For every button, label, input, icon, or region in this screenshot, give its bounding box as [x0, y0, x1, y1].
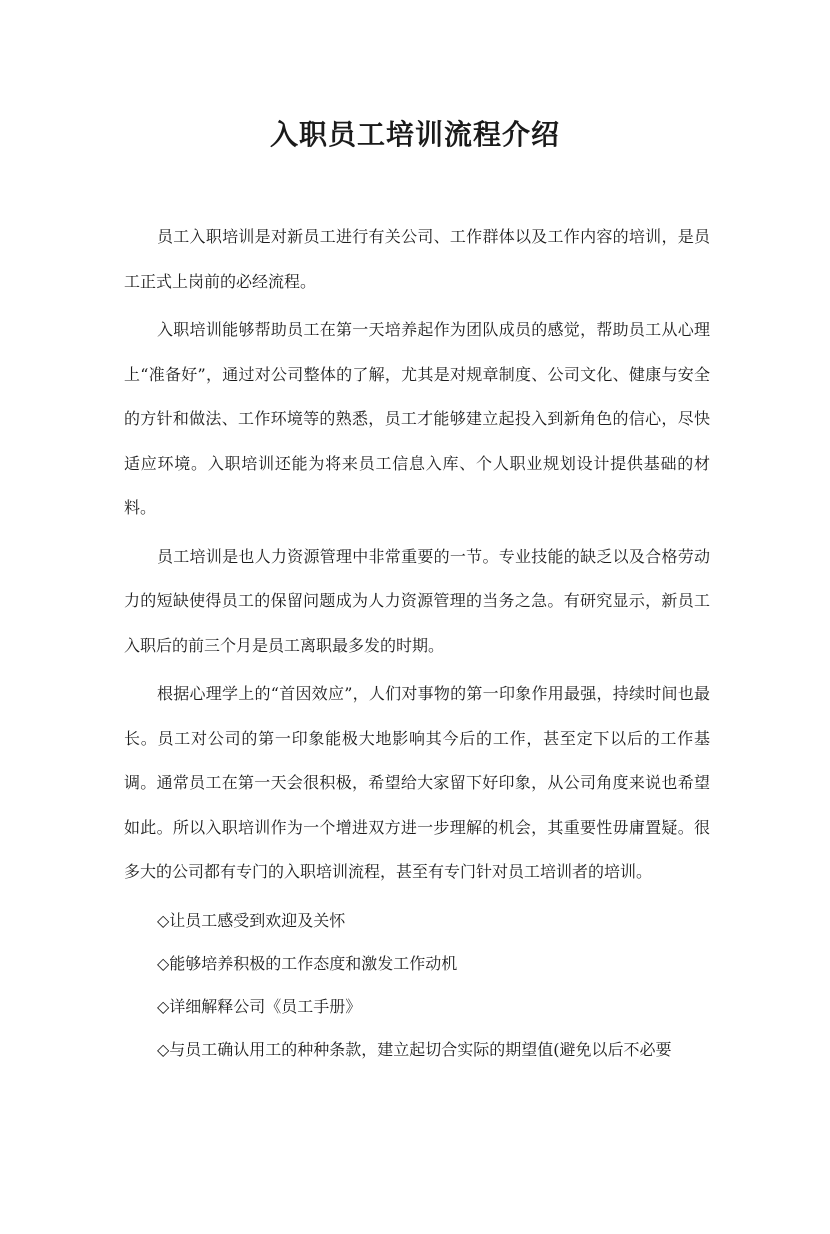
document-body [124, 215, 710, 1071]
bullet-item: ◇能够培养积极的工作态度和激发工作动机 [157, 953, 458, 973]
bullet-item: ◇详细解释公司《员工手册》 [157, 996, 362, 1016]
bullet-item: ◇让员工感受到欢迎及关怀 [157, 910, 346, 930]
watermark [301, 1045, 489, 1234]
paragraph: 员工入职培训是对新员工进行有关公司、工作群体以及工作内容的培训，是员工正式上岗前的必经流程。 [124, 227, 710, 291]
paragraph: 员工培训是也人力资源管理中非常重要的一节。专业技能的缺乏以及合格劳动力的短缺使得员工的保留问题成为人力资源管理的当务之急。有研究显示，新员工入职后的前三个月是员工离职最多发的时期。 [124, 546, 710, 655]
paragraph: 入职培训能够帮助员工在第一天培养起作为团队成员的感觉，帮助员工从心理上“准备好”，通过对公司整体的了解，尤其是对规章制度、公司文化、健康与安全的方针和做法、工作环境等的熟悉，员工才能够建立起投入到新角色的信心，尽快适应环境。入职培训还能为将来员工信息入库、个人职业规划设计提供基础的材料。 [124, 320, 710, 517]
document-title: 入职员工培训流程介绍 [269, 118, 560, 151]
bullet-item: ◇与员工确认用工的种种条款，建立起切合实际的期望值(避免以后不必要 [157, 1039, 672, 1059]
paragraph: 根据心理学上的“首因效应”，人们对事物的第一印象作用最强，持续时间也最长。员工对公司的第一印象能极大地影响其今后的工作，甚至定下以后的工作基调。通常员工在第一天会很积极，希望给大家留下好印象，从公司角度来说也希望如此。所以入职培训作为一个增进双方进一步理解的机会，其重要性毋庸置疑。很多大的公司都有专门的入职培训流程，甚至有专门针对员工培训者的培训。 [124, 684, 710, 881]
